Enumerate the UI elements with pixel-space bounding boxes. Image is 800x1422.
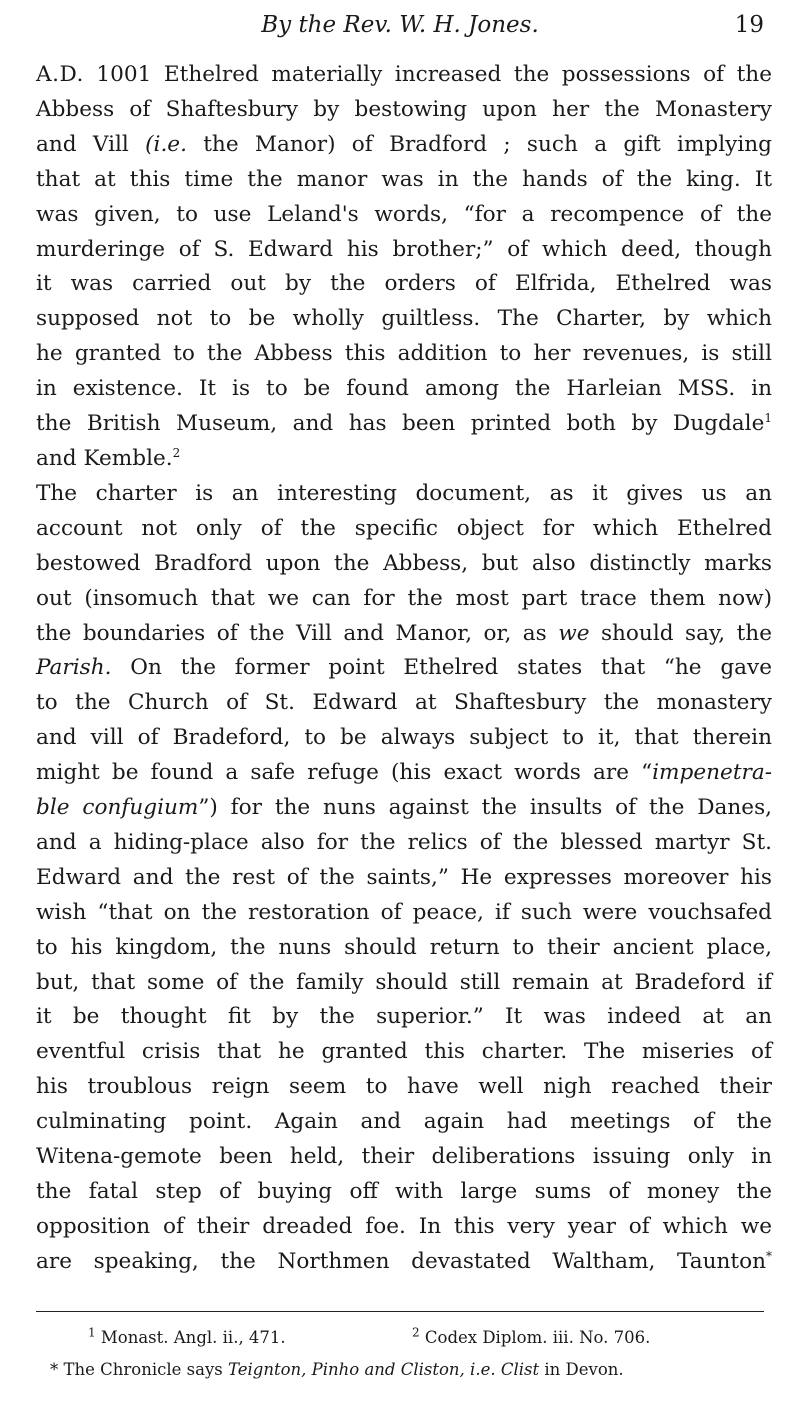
italic-span: impenetra- [652,760,772,786]
text-line [36,791,772,826]
footnote-mark: * [50,1360,59,1379]
text-line: murderinge of S. Edward his brother;” of which deed, though [36,236,772,262]
footnote-ref-2: 2 [172,445,181,460]
text-line [36,442,772,477]
text-line [36,128,772,163]
text-line: but, that some of the family should still remain at Bradeford if [36,969,772,995]
text-span: might be found a safe refuge (his exact words are “ [36,760,653,786]
footnote-divider [36,1311,764,1312]
text-line: was given, to use Leland's words, “for a recompence of the [36,201,772,227]
footnote-1 [88,1322,286,1354]
footnote-text: Monast. Angl. ii., 471. [100,1328,286,1347]
text-line [36,756,772,791]
text-line: it be thought fit by the superior.” It was indeed at an [36,1004,772,1030]
paragraph-2 [36,477,772,1280]
text-line: and a hiding-place also for the relics of the blessed martyr St. [36,829,772,855]
footnote-text: Codex Diplom. iii. No. 706. [424,1328,651,1347]
body-text [36,58,772,1280]
text-line: eventful crisis that he granted this charter. The miseries of [36,1039,772,1065]
italic-span: (i.e. [145,131,187,157]
text-line: it was carried out by the orders of Elfrida, Ethelred was [36,271,772,297]
text-line: Witena-gemote been held, their deliberations issuing only in [36,1144,772,1170]
paragraph-1 [36,58,772,477]
text-line: opposition of their dreaded foe. In this very year of which we [36,1213,772,1239]
text-line [36,58,772,93]
text-span: should say, the [600,620,772,646]
text-line: The charter is an interesting document, as it gives us an [36,480,772,506]
text-line: his troublous reign seem to have well nigh reached their [36,1074,772,1100]
text-line: out (insomuch that we can for the most part trace them now) [36,585,772,611]
text-line [36,1245,772,1280]
running-head [36,10,764,46]
text-line [36,617,772,652]
ad-label: A.D. [36,62,84,87]
footnote-ref-star: * [766,1248,772,1263]
footnote-ref-1: 1 [764,410,772,425]
text-line: bestowed Bradford upon the Abbess, but also distinctly marks [36,550,772,576]
italic-span: we [558,620,590,646]
text-line: that at this time the manor was in the hands of the king. It [36,166,772,192]
text-line: the fatal step of buying off with large sums of money the [36,1179,772,1204]
text-span: ”) for the nuns against the insults of the Danes, [198,795,773,821]
footnote-mark: 2 [412,1325,420,1340]
text-line: to his kingdom, the nuns should return to their ancient place, [36,934,772,960]
text-line: he granted to the Abbess this addition to her revenues, is still [36,341,772,367]
text-line [36,407,772,442]
text-span: the Manor) of Bradford ; such a gift implying [203,131,772,157]
text-span: 1001 Ethelred materially increased the possessions of the [96,62,772,87]
text-span: the British Museum, and has been printed both by Dugdale [36,411,765,437]
text-line: Abbess of Shaftesbury by bestowing upon her the Monastery [36,96,772,122]
text-line: wish “that on the restoration of peace, if such were vouchsafed [36,899,772,925]
text-line: account not only of the specific object for which Ethelred [36,515,772,541]
footnote-3 [50,1354,624,1386]
text-line: and vill of Bradeford, to be always subject to it, that therein [36,725,772,751]
text-line: supposed not to be wholly guiltless. The Charter, by which [36,306,772,332]
page-number: 19 [734,12,764,38]
text-line: in existence. It is to be found among the Harleian MSS. in [36,376,772,402]
text-span: the boundaries of the Vill and Manor, or, as [36,620,547,646]
footnote-text: in Devon. [544,1360,624,1379]
text-span: are speaking, the Northmen devastated Waltham, Taunton [36,1248,766,1274]
text-span: and Kemble. [36,445,173,471]
footnote-italic: Teignton, Pinho and Cliston, i.e. Clist [228,1360,540,1379]
italic-span: Parish. [36,655,112,681]
footnote-mark: 1 [88,1325,96,1340]
text-line [36,651,772,686]
footnote-2 [412,1322,650,1354]
footnote-text: The Chronicle says [63,1360,223,1379]
italic-span: ble confugium [36,795,199,821]
text-line: culminating point. Again and again had meetings of the [36,1109,772,1135]
text-line: Edward and the rest of the saints,” He expresses moreover his [36,864,772,890]
running-title: By the Rev. W. H. Jones. [261,12,539,38]
text-span: and Vill [36,131,129,157]
text-span: On the former point Ethelred states that “he gave [130,655,772,681]
text-line: to the Church of St. Edward at Shaftesbury the monastery [36,690,772,716]
